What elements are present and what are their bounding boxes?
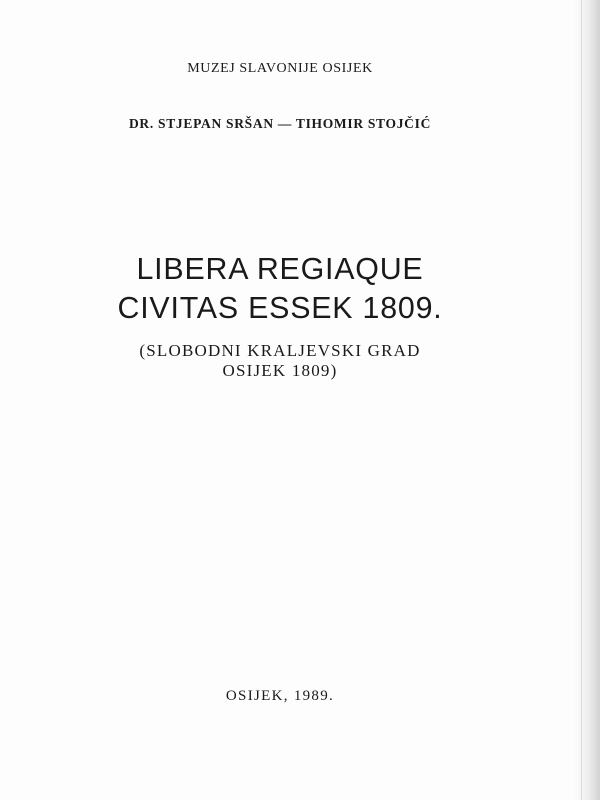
subtitle-line-2: OSIJEK 1809) [222, 361, 338, 380]
imprint-line: OSIJEK, 1989. [225, 688, 335, 704]
page-edge-shadow [574, 0, 600, 800]
book-title-line-2: CIVITAS ESSEK 1809. [117, 290, 443, 325]
authors-line: DR. STJEPAN SRŠAN — TIHOMIR STOJČIĆ [128, 116, 432, 131]
book-title-line-1: LIBERA REGIAQUE [136, 251, 424, 286]
page-edge-line [581, 0, 582, 800]
subtitle-line-1: (SLOBODNI KRALJEVSKI GRAD [139, 341, 421, 360]
publisher-line: MUZEJ SLAVONIJE OSIJEK [187, 61, 373, 76]
